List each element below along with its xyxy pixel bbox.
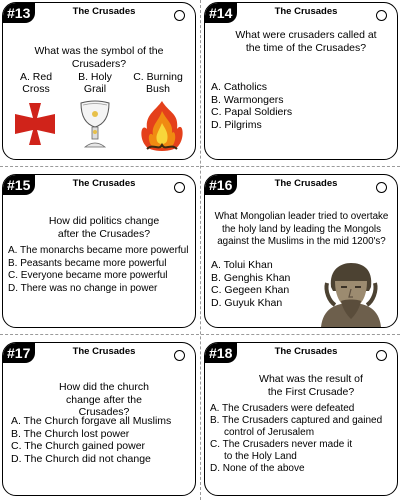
card-number: #17 xyxy=(3,343,35,363)
question-text: What was the symbol of the Crusaders? xyxy=(34,45,164,70)
answer-a: A. Catholics xyxy=(211,81,268,93)
answer-b: B. The Church lost power xyxy=(11,427,130,440)
cut-line-vertical xyxy=(200,0,201,500)
answer-c: C. Everyone became more powerful xyxy=(8,270,168,281)
card-number: #13 xyxy=(3,3,35,23)
answer-d: D. There was no change in power xyxy=(8,282,158,294)
card-title: The Crusades xyxy=(274,6,338,17)
question-text: What were crusaders called at the time of the Crusades? xyxy=(235,29,377,54)
answer-list xyxy=(211,81,391,131)
punch-hole-icon xyxy=(376,182,387,193)
card-number: #18 xyxy=(205,343,237,363)
cut-line-horizontal-1 xyxy=(0,166,400,167)
answer-list xyxy=(210,403,391,475)
answer-d: D. None of the above xyxy=(210,463,305,474)
answer-b-continued: control of Jerusalem xyxy=(224,427,315,438)
answer-a: A. The Crusaders were defeated xyxy=(210,403,355,414)
task-card-13 xyxy=(2,2,196,160)
question-text: How did the church change after the Crusades? xyxy=(59,381,149,418)
option-a-label: A. Red Cross xyxy=(19,71,53,95)
task-card-14 xyxy=(204,2,398,160)
answer-c: C. Papal Soldiers xyxy=(211,106,293,118)
answer-list xyxy=(8,245,189,295)
answer-b: B. The Crusaders captured and gained xyxy=(210,415,383,426)
option-b-label: B. Holy Grail xyxy=(78,71,112,95)
punch-hole-icon xyxy=(376,10,387,21)
task-card-15 xyxy=(2,174,196,328)
question-text: What Mongolian leader tried to overtake the holy land by leading the Mongols against the Muslims in the mid 1200's? xyxy=(214,211,389,247)
punch-hole-icon xyxy=(174,10,185,21)
answer-c: C. Gegeen Khan xyxy=(211,284,290,296)
option-c-label: C. Burning Bush xyxy=(133,71,183,95)
answer-c-continued: to the Holy Land xyxy=(224,451,297,462)
card-number: #15 xyxy=(3,175,35,195)
answer-c: C. The Crusaders never made it xyxy=(210,439,353,450)
card-title: The Crusades xyxy=(72,6,136,17)
punch-hole-icon xyxy=(174,350,185,361)
card-number: #14 xyxy=(205,3,237,23)
red-cross-icon xyxy=(13,101,57,147)
burning-bush-icon xyxy=(139,99,185,155)
card-number: #16 xyxy=(205,175,237,195)
punch-hole-icon xyxy=(376,350,387,361)
punch-hole-icon xyxy=(174,182,185,193)
task-card-16 xyxy=(204,174,398,328)
task-card-17 xyxy=(2,342,196,496)
card-title: The Crusades xyxy=(274,178,338,189)
answer-a: A. The Church forgave all Muslims xyxy=(11,415,172,427)
answer-d: D. Pilgrims xyxy=(211,118,262,131)
answer-b: B. Peasants became more powerful xyxy=(8,257,167,269)
answer-d: D. The Church did not change xyxy=(11,452,151,465)
answer-a: A. The monarchs became more powerful xyxy=(8,245,189,256)
card-title: The Crusades xyxy=(274,346,338,357)
card-title: The Crusades xyxy=(72,346,136,357)
task-card-18 xyxy=(204,342,398,496)
question-text: How did politics change after the Crusades? xyxy=(48,215,160,240)
answer-a: A. Tolui Khan xyxy=(211,259,273,271)
answer-b: B. Warmongers xyxy=(211,93,284,106)
question-text: What was the result of the First Crusade? xyxy=(259,373,363,398)
cut-line-horizontal-2 xyxy=(0,334,400,335)
answer-c: C. The Church gained power xyxy=(11,440,146,452)
answer-d: D. Guyuk Khan xyxy=(211,296,283,309)
card-title: The Crusades xyxy=(72,178,136,189)
mongol-leader-bust xyxy=(317,261,385,327)
holy-grail-icon xyxy=(77,99,113,151)
answer-list xyxy=(11,415,189,465)
answer-b: B. Genghis Khan xyxy=(211,271,291,284)
